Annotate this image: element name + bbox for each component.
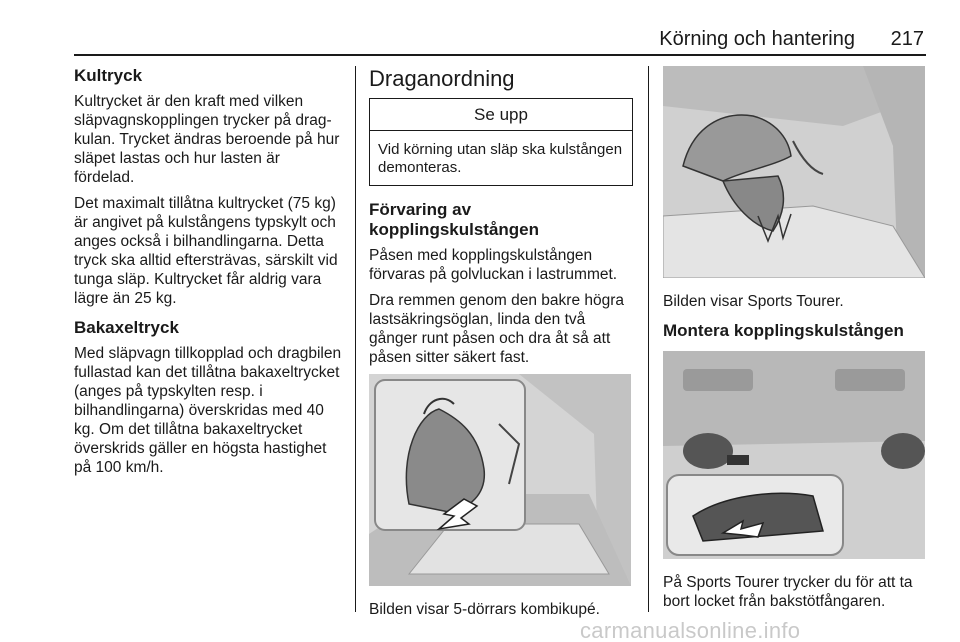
caution-title: Se upp (370, 99, 632, 131)
bakaxeltryck-heading: Bakaxeltryck (74, 318, 179, 337)
draganordning-title: Draganordning (369, 66, 515, 91)
kultryck-heading: Kultryck (74, 66, 143, 85)
kultryck-paragraph-2: Det maximalt tillåtna kultrycket (75 kg) är angivet på kulstångens typskylt och anges också i bilhandlingarna. Detta tryck ska alltid eftersträvas, särskilt vid tunga släp. Kultrycket får aldrig vara lägre än 25 kg. (74, 195, 338, 307)
caption-kombikupe: Bilden visar 5-dörrars kombikupé. (369, 601, 600, 618)
storage-heading: Förvaring av kopplingskulstången (369, 200, 540, 239)
caption-bumper: På Sports Tourer trycker du för att ta bort locket från bakstötfångaren. (663, 574, 913, 610)
caution-text: Vid körning utan släp ska kulstången demonteras. (378, 141, 623, 176)
sports-tourer-cargo-illustration (663, 66, 925, 278)
kultryck-paragraph-1: Kultrycket är den kraft med vilken släpvagnskopplingen trycker på dragkulan. Trycket ändras beroende på hur släpet lastas och hur lasten är fördelad. (74, 93, 340, 186)
column-1 (74, 66, 344, 484)
cargo-bag-illustration (369, 374, 631, 586)
column-2 (369, 66, 633, 626)
column-divider-1 (355, 66, 356, 612)
header-rule (74, 54, 926, 56)
column-3 (663, 66, 927, 618)
caution-box (369, 98, 633, 186)
column-divider-2 (648, 66, 649, 612)
caption-sports-tourer: Bilden visar Sports Tourer. (663, 293, 844, 310)
watermark: carmanualsonline.info (580, 618, 801, 642)
bakaxeltryck-paragraph: Med släpvagn tillkopplad och dragbilen fullastad kan det tillåtna bakaxeltrycket (anges på typskylten resp. i bilhandlingarna) överskridas med 40 kg. Om det tillåtna bakaxeltrycket överskrids gäller en högsta hastighet på 100 km/h. (74, 345, 342, 476)
bumper-cover-illustration (663, 351, 925, 559)
storage-paragraph-1: Påsen med kopplingskulstången förvaras på golvluckan i lastrummet. (369, 247, 618, 283)
page-number: 217 (890, 28, 924, 50)
page-header (0, 28, 960, 52)
section-title: Körning och hantering (659, 28, 855, 50)
storage-paragraph-2: Dra remmen genom den bakre högra lastsäkringsöglan, linda den två gånger runt påsen och dra åt så att påsen sitter säkert fast. (369, 292, 625, 366)
mount-heading: Montera kopplingskulstången (663, 321, 904, 340)
